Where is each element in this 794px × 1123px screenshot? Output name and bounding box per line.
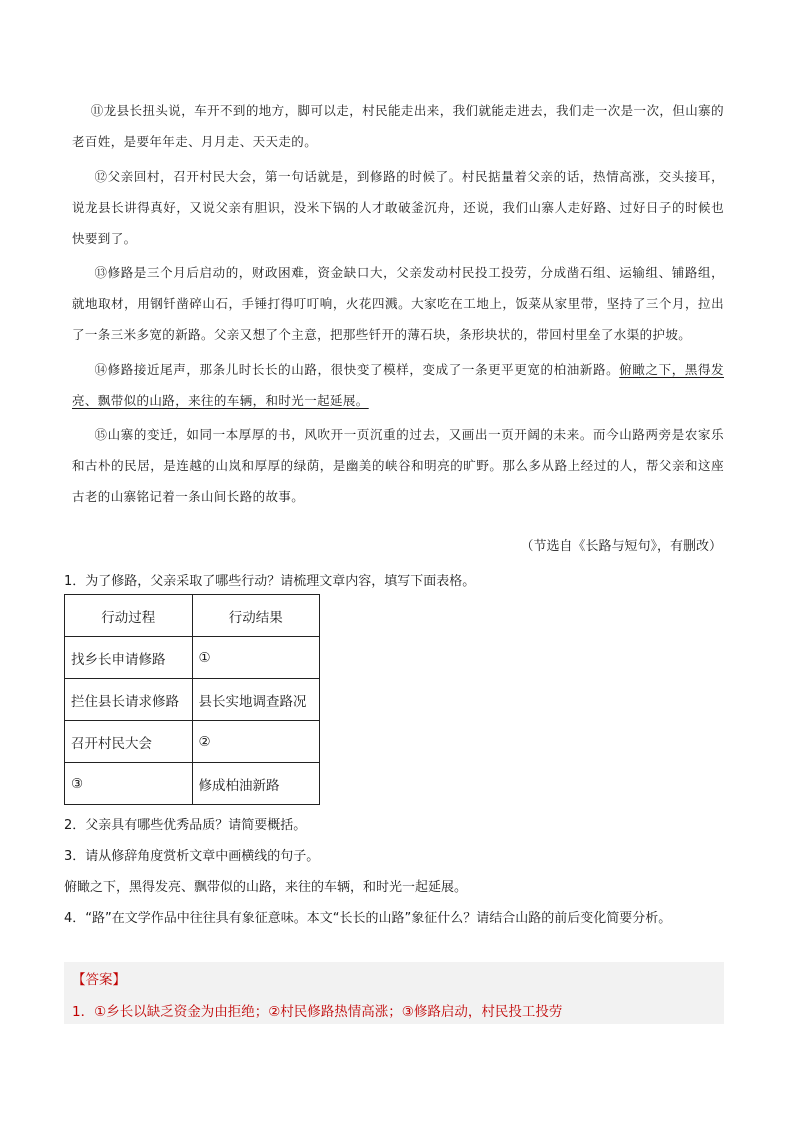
paragraph-12: ⑫父亲回村，召开村民大会，第一句话就是，到修路的时候了。村民掂量着父亲的话，热情高涨，交头接耳，说龙县长讲得真好，又说父亲有胆识，没米下锅的人才敢破釜沉舟，还说，我们山寨人走好路、过好日子的时候也快要到了。 bbox=[72, 168, 724, 246]
table-row bbox=[65, 721, 320, 763]
underlined-sentence: 俯瞰之下，黑得发亮、飘带似的山路，来往的车辆，和时光一起延展。 bbox=[72, 361, 724, 408]
table-cell: ② bbox=[192, 721, 320, 763]
table-cell: 修成柏油新路 bbox=[192, 763, 320, 805]
paragraph-14-text: ⑭修路接近尾声，那条儿时长长的山路，很快变了模样，变成了一条更平更宽的柏油新路。 bbox=[94, 361, 620, 377]
table-cell: 拦住县长请求修路 bbox=[65, 679, 193, 721]
question-3: 3．请从修辞角度赏析文章中画横线的句子。 bbox=[64, 849, 320, 864]
source-citation: （节选自《长路与短句》，有删改） bbox=[520, 539, 722, 554]
answer-box bbox=[64, 962, 724, 1024]
question-3-quote: 俯瞰之下，黑得发亮、飘带似的山路，来往的车辆，和时光一起延展。 bbox=[64, 880, 468, 895]
question-2: 2．父亲具有哪些优秀品质？请简要概括。 bbox=[64, 818, 307, 833]
table-cell: ③ bbox=[65, 763, 193, 805]
paragraph-11: ⑪龙县长扭头说，车开不到的地方，脚可以走，村民能走出来，我们就能走进去，我们走一次是一次，但山寨的老百姓，是要年年走、月月走、天天走的。 bbox=[72, 103, 724, 149]
table-row bbox=[65, 637, 320, 679]
table-cell: 找乡长申请修路 bbox=[65, 637, 193, 679]
reading-passage bbox=[72, 95, 724, 516]
paragraph-14 bbox=[72, 354, 724, 416]
table-cell: 县长实地调查路况 bbox=[192, 679, 320, 721]
table-row bbox=[65, 763, 320, 805]
paragraph-13: ⑬修路是三个月后启动的，财政困难，资金缺口大，父亲发动村民投工投劳，分成凿石组、运输组、铺路组，就地取材，用钢钎凿碎山石，手锤打得叮叮响，火花四溅。大家吃在工地上，饭菜从家里带，坚持了三个月，拉出了一条三米多宽的新路。父亲又想了个主意，把那些钎开的薄石块，条形块状的，带回村里垒了水渠的护坡。 bbox=[72, 265, 724, 342]
table-header-row bbox=[65, 595, 320, 637]
table-cell: ① bbox=[192, 637, 320, 679]
paragraph-15: ⑮山寨的变迁，如同一本厚厚的书，风吹开一页沉重的过去，又画出一页开阔的未来。而今山路两旁是农家乐和古朴的民居，是连越的山岚和厚厚的绿荫，是幽美的峡谷和明亮的旷野。那么多从路上经过的人，帮父亲和这座古老的山寨铭记着一条山间长路的故事。 bbox=[72, 427, 724, 504]
question-4: 4．“路”在文学作品中往往具有象征意味。本文“长长的山路”象征什么？请结合山路的前后变化简要分析。 bbox=[64, 911, 672, 926]
table-header-result: 行动结果 bbox=[192, 595, 320, 637]
table-cell: 召开村民大会 bbox=[65, 721, 193, 763]
action-table bbox=[64, 594, 320, 805]
question-1: 1．为了修路，父亲采取了哪些行动？请梳理文章内容，填写下面表格。 bbox=[64, 574, 476, 589]
table-header-process: 行动过程 bbox=[65, 595, 193, 637]
answer-tag: 【答案】 bbox=[72, 972, 126, 988]
table-row bbox=[65, 679, 320, 721]
answer-text: 1．①乡长以缺乏资金为由拒绝；②村民修路热情高涨；③修路启动，村民投工投劳 bbox=[72, 1004, 563, 1020]
